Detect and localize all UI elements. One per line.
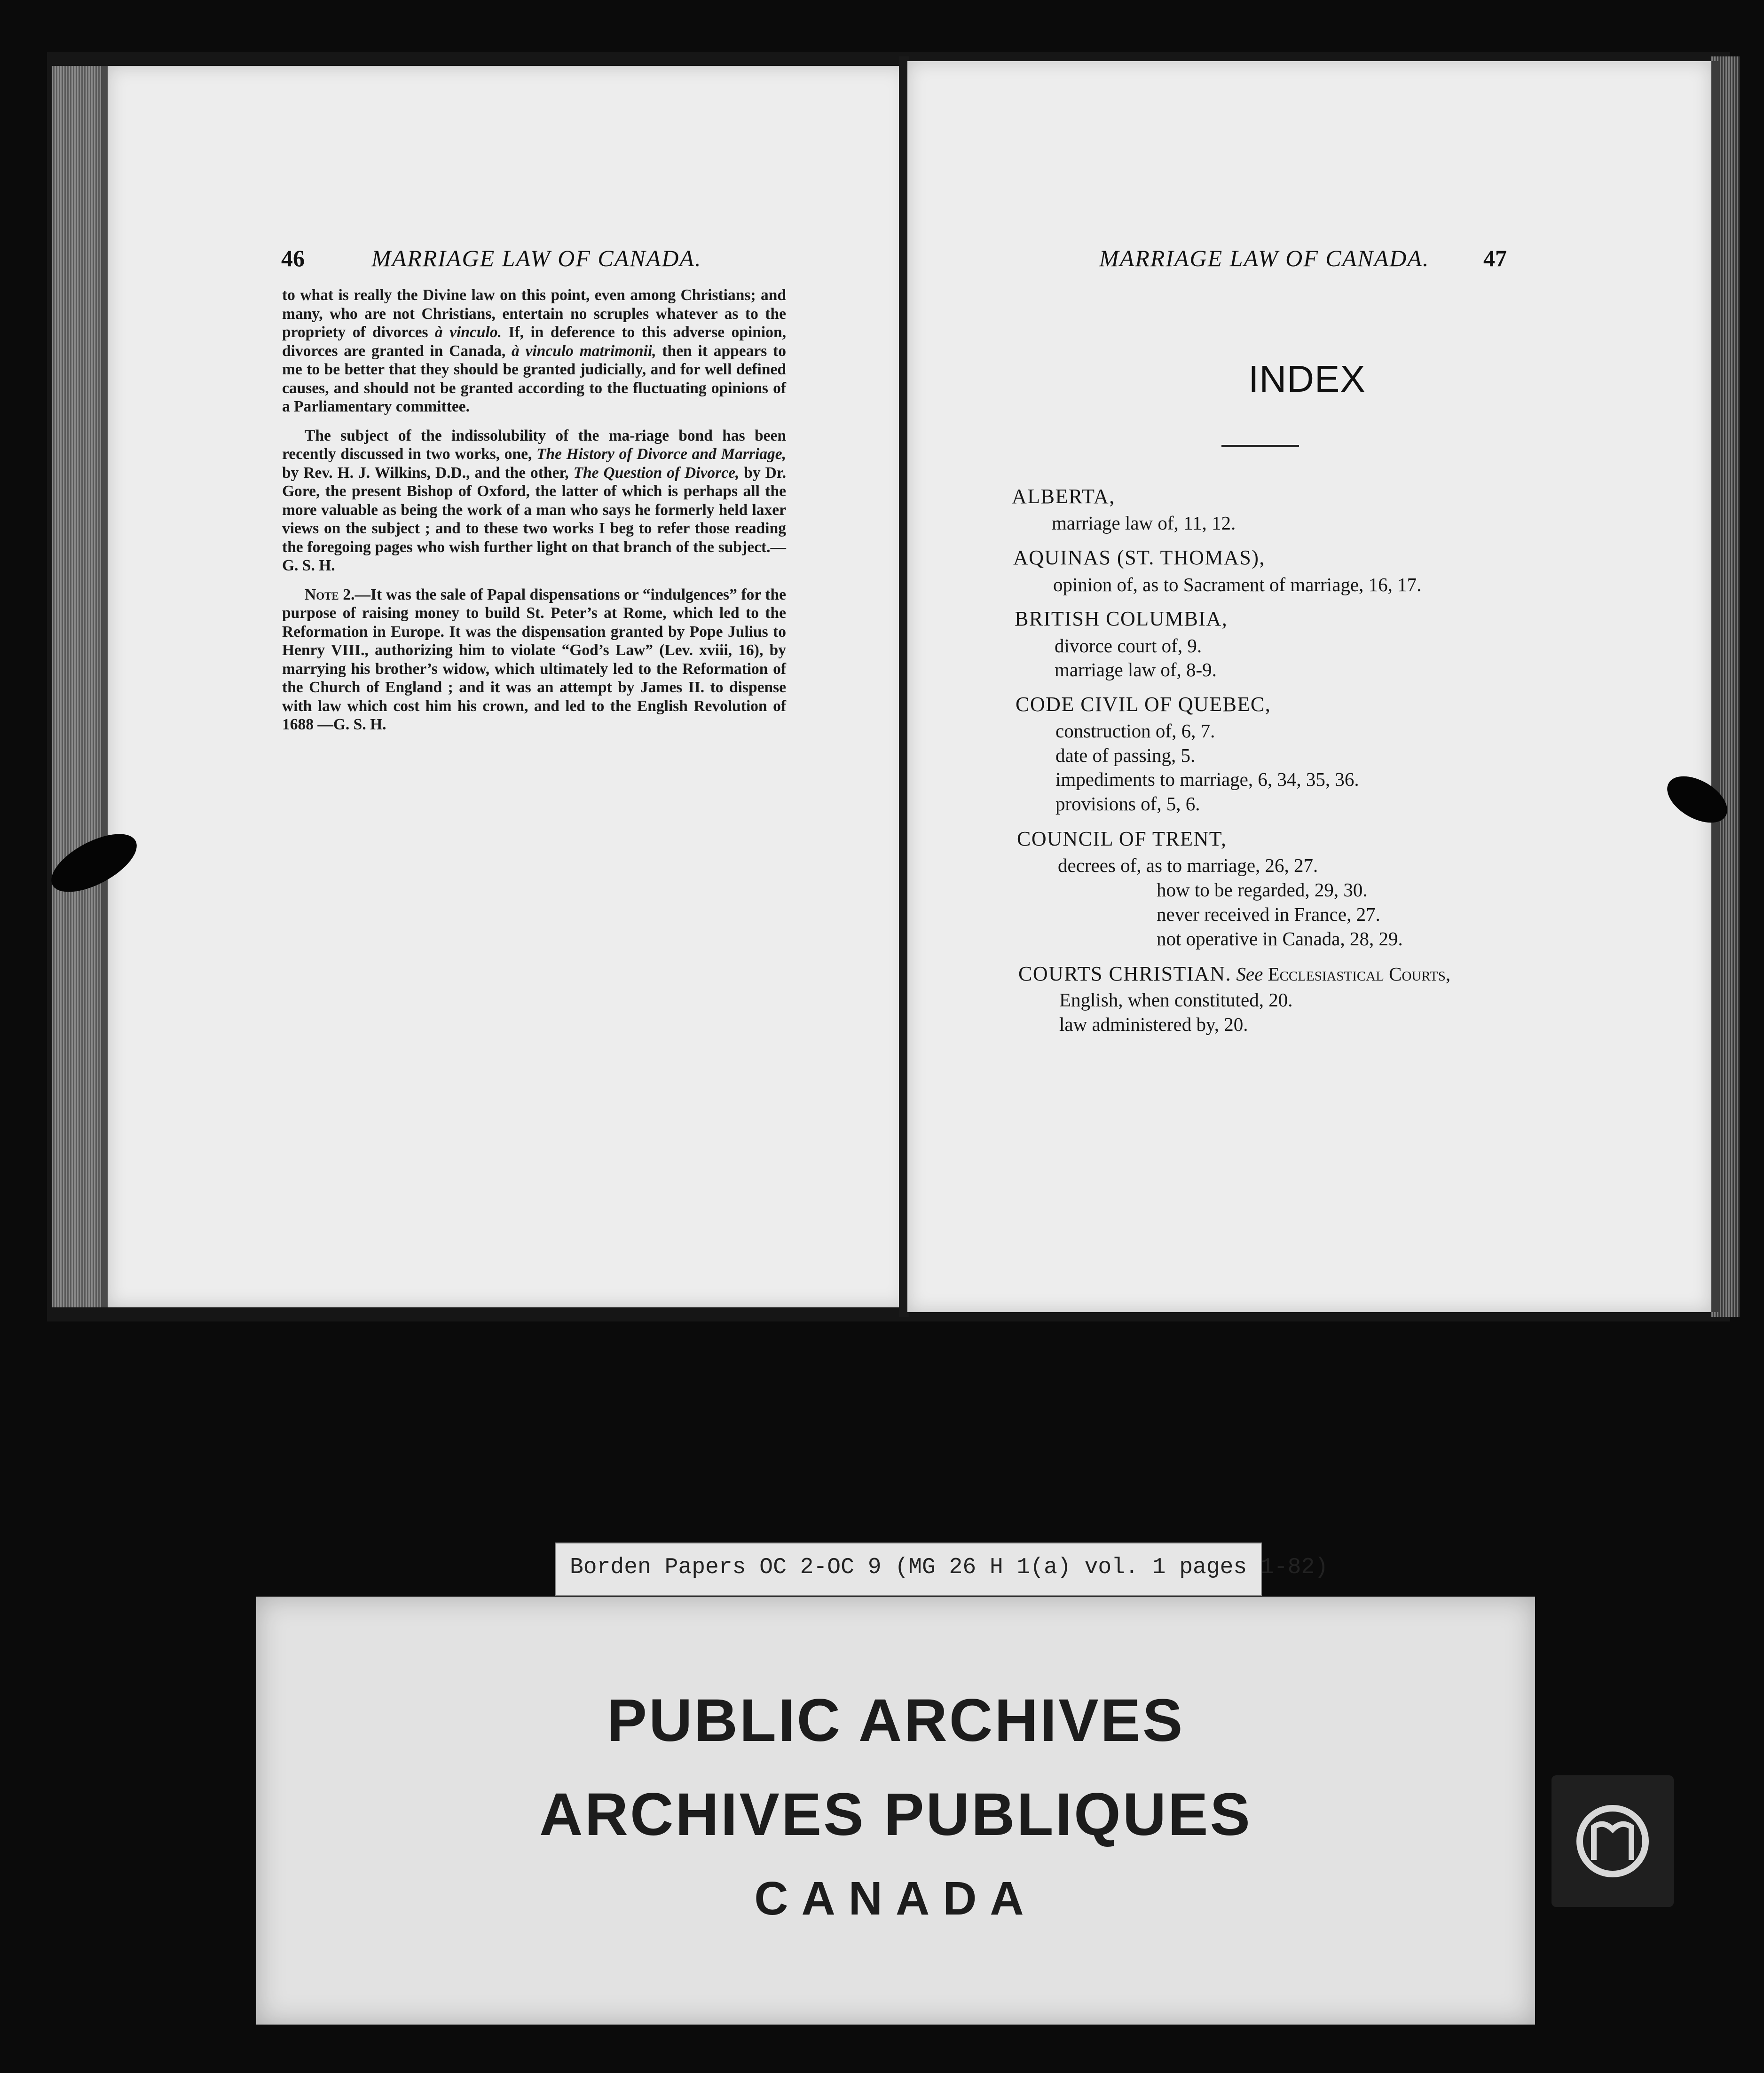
index-subentry: divorce court of, 9. <box>1055 635 1202 657</box>
right-running-head: MARRIAGE LAW OF CANADA. <box>1099 245 1430 271</box>
archive-card <box>256 1597 1535 2025</box>
left-running-head: MARRIAGE LAW OF CANADA. <box>371 245 702 271</box>
archive-line-country: CANADA <box>754 1872 1037 1925</box>
index-heading: ALBERTA, <box>1012 485 1115 508</box>
index-subentry: provisions of, 5, 6. <box>1055 793 1200 815</box>
index-subentry: opinion of, as to Sacrament of marriage, 16, 17. <box>1053 574 1422 595</box>
left-page-edges <box>52 66 103 1307</box>
index-subentry: English, when constituted, 20. <box>1059 989 1293 1011</box>
left-page-body <box>282 286 786 744</box>
footnote-2: Note 2.—It was the sale of Papal dispensations or “indulgences” for the purpose of raising money to build St. Peter’s at Rome, which led to the Reformation in Europe. It was the dispensation granted by Pope Julius to Henry VIII., authorizing him to violate “God’s Law” (Lev. xviii, 16), by marrying his brother’s widow, which ultimately led to the Reformation of the Church of England ; and it was an attempt by James II. to dispense with law which cost him his crown, and led to the English Revolution of 1688 —G. S. H. <box>282 586 786 733</box>
index-subentry: construction of, 6, 7. <box>1055 720 1215 742</box>
title-rule <box>1221 445 1299 447</box>
archive-line-french: ARCHIVES PUBLIQUES <box>539 1781 1252 1848</box>
index-subentry-nested: how to be regarded, 29, 30. <box>1157 879 1368 901</box>
index-subentry: decrees of, as to marriage, 26, 27. <box>1058 855 1318 876</box>
index-heading: COUNCIL OF TRENT, <box>1017 827 1227 850</box>
archive-line-english: PUBLIC ARCHIVES <box>606 1687 1185 1754</box>
index-heading: COURTS CHRISTIAN. <box>1018 962 1232 985</box>
index-subentry: date of passing, 5. <box>1055 744 1196 766</box>
index-subentry-nested: not operative in Canada, 28, 29. <box>1157 928 1403 949</box>
index-subentry-nested: never received in France, 27. <box>1157 903 1380 925</box>
cross-reference: Ecclesiastical Courts, <box>1268 963 1451 985</box>
note-label: Note 2. <box>305 586 355 603</box>
index-subentry: marriage law of, 8-9. <box>1055 659 1217 680</box>
index-heading-with-ref <box>1018 962 1450 986</box>
index-heading: BRITISH COLUMBIA, <box>1015 607 1228 630</box>
archives-logo-icon <box>1551 1775 1674 1907</box>
archives-logo-icon-graphic <box>1566 1794 1660 1888</box>
index-subentry: impediments to marriage, 6, 34, 35, 36. <box>1055 768 1359 790</box>
index-subentry: marriage law of, 11, 12. <box>1052 512 1236 534</box>
index-subentry: law administered by, 20. <box>1059 1013 1248 1035</box>
index-heading: CODE CIVIL OF QUEBEC, <box>1016 693 1271 716</box>
index-title: INDEX <box>1248 358 1366 400</box>
body-paragraph-2: The subject of the indissolubility of the ma-riage bond has been recently discussed in two works, one, The History of Divorce and Marriage, by Rev. H. J. Wilkins, D.D., and the other, The Question of Divorce, by Dr. Gore, the present Bishop of Oxford, the latter of which is perhaps all the more valuable as being the work of a man who says he formerly held laxer views on the subject ; and to these two works I beg to refer those reading the foregoing pages who wish further light on that branch of the subject.—G. S. H. <box>282 427 787 574</box>
index-heading: AQUINAS (ST. THOMAS), <box>1013 546 1265 569</box>
right-page-number: 47 <box>1483 245 1507 271</box>
reel-label-text: Borden Papers OC 2-OC 9 (MG 26 H 1(a) vol. 1 pages 1-82) <box>570 1555 1329 1580</box>
see-word: See <box>1236 963 1263 985</box>
left-page-number: 46 <box>281 245 305 271</box>
reel-label <box>555 1543 1329 1596</box>
body-paragraph-1: to what is really the Divine law on this point, even among Christians; and many, who are not Christians, entertain no scruples whatever as to the propriety of divorces à vinculo. If, in deference to this adverse opinion, divorces are granted in Canada, à vinculo matrimonii, then it appears to me to be better that they should be granted judicially, and for well defined causes, and should not be granted according to the fluctuating opinions of a Parliamentary committee. <box>282 286 786 415</box>
